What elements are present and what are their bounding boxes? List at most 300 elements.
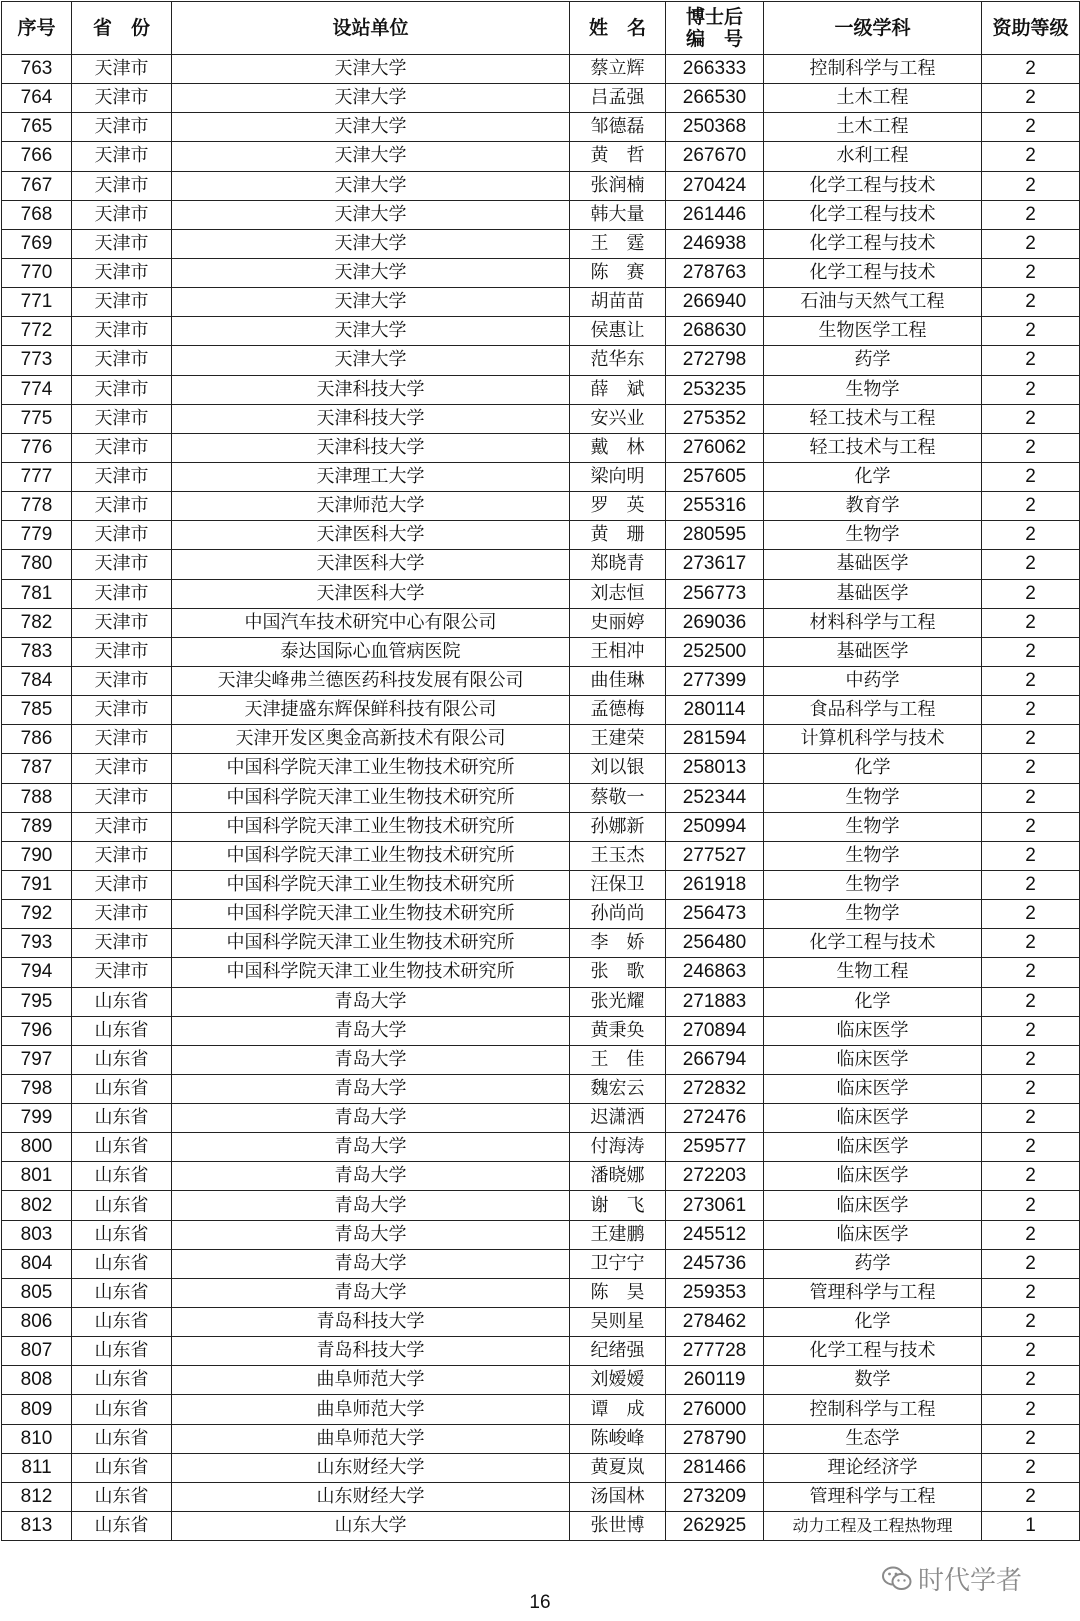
cell-seq: 766: [2, 142, 72, 171]
cell-discipline: 临床医学: [764, 1162, 982, 1191]
cell-grade: 2: [982, 725, 1080, 754]
cell-grade: 2: [982, 754, 1080, 783]
cell-name: 魏宏云: [570, 1074, 666, 1103]
cell-id: 253235: [666, 375, 764, 404]
cell-grade: 2: [982, 171, 1080, 200]
cell-seq: 763: [2, 55, 72, 84]
cell-seq: 779: [2, 521, 72, 550]
cell-seq: 810: [2, 1424, 72, 1453]
cell-discipline: 数学: [764, 1366, 982, 1395]
cell-seq: 803: [2, 1220, 72, 1249]
cell-unit: 曲阜师范大学: [172, 1424, 570, 1453]
cell-name: 吴则星: [570, 1308, 666, 1337]
cell-province: 山东省: [72, 1162, 172, 1191]
watermark-text: 时代学者: [918, 1566, 1023, 1596]
cell-id: 262925: [666, 1512, 764, 1541]
cell-name: 孙尚尚: [570, 900, 666, 929]
cell-name: 王建荣: [570, 725, 666, 754]
cell-id: 278462: [666, 1308, 764, 1337]
cell-province: 山东省: [72, 1308, 172, 1337]
cell-name: 郑晓青: [570, 550, 666, 579]
cell-name: 胡苗苗: [570, 288, 666, 317]
cell-unit: 天津大学: [172, 346, 570, 375]
cell-id: 280114: [666, 696, 764, 725]
cell-id: 277399: [666, 666, 764, 695]
cell-province: 天津市: [72, 492, 172, 521]
cell-grade: 2: [982, 55, 1080, 84]
cell-unit: 天津理工大学: [172, 462, 570, 491]
header-row: [2, 2, 1080, 55]
table-row: [2, 1337, 1080, 1366]
cell-discipline: 生物学: [764, 870, 982, 899]
cell-name: 刘以银: [570, 754, 666, 783]
cell-discipline: 化学: [764, 462, 982, 491]
cell-province: 山东省: [72, 987, 172, 1016]
cell-name: 吕孟强: [570, 84, 666, 113]
table-row: [2, 521, 1080, 550]
cell-seq: 767: [2, 171, 72, 200]
table-row: [2, 1104, 1080, 1133]
cell-discipline: 药学: [764, 1249, 982, 1278]
cell-discipline: 基础医学: [764, 579, 982, 608]
cell-grade: 2: [982, 666, 1080, 695]
cell-seq: 769: [2, 229, 72, 258]
cell-unit: 中国科学院天津工业生物技术研究所: [172, 958, 570, 987]
cell-discipline: 生物学: [764, 841, 982, 870]
cell-id: 255316: [666, 492, 764, 521]
cell-name: 黄 珊: [570, 521, 666, 550]
cell-unit: 天津大学: [172, 317, 570, 346]
cell-name: 迟潇洒: [570, 1104, 666, 1133]
cell-province: 山东省: [72, 1249, 172, 1278]
cell-name: 谭 成: [570, 1395, 666, 1424]
cell-province: 天津市: [72, 725, 172, 754]
table-row: [2, 55, 1080, 84]
cell-province: 天津市: [72, 404, 172, 433]
cell-seq: 801: [2, 1162, 72, 1191]
table-row: [2, 288, 1080, 317]
cell-province: 天津市: [72, 929, 172, 958]
cell-province: 山东省: [72, 1074, 172, 1103]
table-row: [2, 404, 1080, 433]
cell-province: 天津市: [72, 84, 172, 113]
cell-unit: 山东财经大学: [172, 1482, 570, 1511]
cell-unit: 山东大学: [172, 1512, 570, 1541]
cell-name: 邹德磊: [570, 113, 666, 142]
cell-grade: 2: [982, 1074, 1080, 1103]
page-number: 16: [529, 1592, 551, 1613]
cell-unit: 天津科技大学: [172, 433, 570, 462]
cell-discipline: 化学工程与技术: [764, 200, 982, 229]
cell-grade: 2: [982, 608, 1080, 637]
header-unit: 设站单位: [172, 2, 570, 55]
cell-grade: 2: [982, 1482, 1080, 1511]
cell-name: 谢 飞: [570, 1191, 666, 1220]
table-row: [2, 1278, 1080, 1307]
cell-discipline: 生态学: [764, 1424, 982, 1453]
cell-province: 山东省: [72, 1191, 172, 1220]
cell-id: 266333: [666, 55, 764, 84]
cell-id: 276062: [666, 433, 764, 462]
cell-province: 天津市: [72, 171, 172, 200]
cell-grade: 2: [982, 1016, 1080, 1045]
cell-province: 天津市: [72, 637, 172, 666]
cell-unit: 青岛大学: [172, 1191, 570, 1220]
cell-unit: 天津医科大学: [172, 521, 570, 550]
cell-name: 陈 赛: [570, 258, 666, 287]
cell-name: 黄秉奂: [570, 1016, 666, 1045]
cell-seq: 784: [2, 666, 72, 695]
table-row: [2, 929, 1080, 958]
cell-discipline: 水利工程: [764, 142, 982, 171]
cell-discipline: 基础医学: [764, 637, 982, 666]
cell-discipline: 管理科学与工程: [764, 1278, 982, 1307]
cell-seq: 780: [2, 550, 72, 579]
cell-grade: 2: [982, 142, 1080, 171]
cell-unit: 青岛大学: [172, 1133, 570, 1162]
cell-province: 天津市: [72, 870, 172, 899]
cell-province: 山东省: [72, 1133, 172, 1162]
cell-name: 安兴业: [570, 404, 666, 433]
cell-discipline: 临床医学: [764, 1104, 982, 1133]
cell-discipline: 生物学: [764, 783, 982, 812]
cell-id: 278763: [666, 258, 764, 287]
cell-name: 张世博: [570, 1512, 666, 1541]
cell-unit: 中国科学院天津工业生物技术研究所: [172, 929, 570, 958]
cell-grade: 2: [982, 84, 1080, 113]
cell-unit: 中国科学院天津工业生物技术研究所: [172, 900, 570, 929]
cell-name: 范华东: [570, 346, 666, 375]
cell-unit: 青岛大学: [172, 1162, 570, 1191]
cell-name: 张光耀: [570, 987, 666, 1016]
cell-id: 250368: [666, 113, 764, 142]
table-row: [2, 1366, 1080, 1395]
cell-province: 山东省: [72, 1045, 172, 1074]
cell-province: 天津市: [72, 754, 172, 783]
cell-seq: 812: [2, 1482, 72, 1511]
cell-id: 266794: [666, 1045, 764, 1074]
cell-seq: 808: [2, 1366, 72, 1395]
cell-name: 黄夏岚: [570, 1453, 666, 1482]
wechat-icon: [882, 1566, 912, 1592]
cell-name: 韩大量: [570, 200, 666, 229]
cell-name: 王建鹏: [570, 1220, 666, 1249]
cell-grade: 2: [982, 1278, 1080, 1307]
cell-name: 梁向明: [570, 462, 666, 491]
cell-seq: 797: [2, 1045, 72, 1074]
cell-id: 281594: [666, 725, 764, 754]
cell-unit: 中国科学院天津工业生物技术研究所: [172, 812, 570, 841]
cell-grade: 2: [982, 841, 1080, 870]
cell-name: 戴 林: [570, 433, 666, 462]
cell-seq: 792: [2, 900, 72, 929]
cell-grade: 2: [982, 200, 1080, 229]
cell-unit: 青岛大学: [172, 1278, 570, 1307]
cell-province: 天津市: [72, 783, 172, 812]
cell-discipline: 石油与天然气工程: [764, 288, 982, 317]
cell-unit: 天津医科大学: [172, 550, 570, 579]
cell-discipline: 生物学: [764, 521, 982, 550]
table-row: [2, 1395, 1080, 1424]
cell-discipline: 轻工技术与工程: [764, 404, 982, 433]
cell-discipline: 基础医学: [764, 550, 982, 579]
cell-unit: 天津大学: [172, 55, 570, 84]
cell-grade: 2: [982, 229, 1080, 258]
table-row: [2, 754, 1080, 783]
cell-unit: 青岛大学: [172, 987, 570, 1016]
cell-id: 246938: [666, 229, 764, 258]
cell-name: 孟德梅: [570, 696, 666, 725]
cell-grade: 2: [982, 696, 1080, 725]
cell-unit: 天津大学: [172, 171, 570, 200]
table-row: [2, 1162, 1080, 1191]
table-row: [2, 84, 1080, 113]
cell-discipline: 生物医学工程: [764, 317, 982, 346]
cell-name: 潘晓娜: [570, 1162, 666, 1191]
cell-id: 268630: [666, 317, 764, 346]
cell-province: 天津市: [72, 550, 172, 579]
cell-seq: 768: [2, 200, 72, 229]
cell-name: 汤国林: [570, 1482, 666, 1511]
cell-name: 卫宁宁: [570, 1249, 666, 1278]
cell-seq: 786: [2, 725, 72, 754]
cell-unit: 天津开发区奥金高新技术有限公司: [172, 725, 570, 754]
cell-seq: 802: [2, 1191, 72, 1220]
cell-seq: 794: [2, 958, 72, 987]
cell-id: 270894: [666, 1016, 764, 1045]
cell-name: 付海涛: [570, 1133, 666, 1162]
cell-seq: 778: [2, 492, 72, 521]
cell-seq: 793: [2, 929, 72, 958]
cell-unit: 天津大学: [172, 84, 570, 113]
cell-seq: 811: [2, 1453, 72, 1482]
cell-id: 256480: [666, 929, 764, 958]
cell-unit: 天津师范大学: [172, 492, 570, 521]
cell-id: 245512: [666, 1220, 764, 1249]
cell-seq: 807: [2, 1337, 72, 1366]
cell-name: 刘志恒: [570, 579, 666, 608]
cell-id: 245736: [666, 1249, 764, 1278]
cell-unit: 天津大学: [172, 288, 570, 317]
cell-id: 266940: [666, 288, 764, 317]
cell-seq: 806: [2, 1308, 72, 1337]
cell-seq: 790: [2, 841, 72, 870]
cell-discipline: 教育学: [764, 492, 982, 521]
cell-province: 天津市: [72, 258, 172, 287]
table-row: [2, 462, 1080, 491]
cell-discipline: 计算机科学与技术: [764, 725, 982, 754]
cell-province: 天津市: [72, 958, 172, 987]
cell-id: 280595: [666, 521, 764, 550]
cell-id: 273617: [666, 550, 764, 579]
cell-discipline: 控制科学与工程: [764, 1395, 982, 1424]
cell-seq: 787: [2, 754, 72, 783]
cell-province: 山东省: [72, 1337, 172, 1366]
cell-grade: 2: [982, 550, 1080, 579]
cell-name: 陈峻峰: [570, 1424, 666, 1453]
cell-grade: 2: [982, 958, 1080, 987]
cell-grade: 2: [982, 521, 1080, 550]
cell-province: 山东省: [72, 1512, 172, 1541]
table-row: [2, 666, 1080, 695]
cell-unit: 青岛大学: [172, 1220, 570, 1249]
cell-discipline: 轻工技术与工程: [764, 433, 982, 462]
cell-id: 267670: [666, 142, 764, 171]
cell-id: 250994: [666, 812, 764, 841]
cell-discipline: 化学: [764, 1308, 982, 1337]
cell-seq: 764: [2, 84, 72, 113]
cell-unit: 天津尖峰弗兰德医药科技发展有限公司: [172, 666, 570, 695]
cell-unit: 天津大学: [172, 258, 570, 287]
cell-grade: 2: [982, 1424, 1080, 1453]
cell-id: 271883: [666, 987, 764, 1016]
cell-province: 天津市: [72, 113, 172, 142]
cell-grade: 2: [982, 987, 1080, 1016]
cell-seq: 809: [2, 1395, 72, 1424]
cell-unit: 天津大学: [172, 142, 570, 171]
cell-province: 山东省: [72, 1016, 172, 1045]
cell-grade: 2: [982, 462, 1080, 491]
cell-province: 天津市: [72, 841, 172, 870]
cell-seq: 798: [2, 1074, 72, 1103]
cell-grade: 2: [982, 1104, 1080, 1133]
table-row: [2, 1074, 1080, 1103]
cell-unit: 青岛大学: [172, 1249, 570, 1278]
cell-grade: 2: [982, 113, 1080, 142]
cell-unit: 曲阜师范大学: [172, 1366, 570, 1395]
cell-id: 269036: [666, 608, 764, 637]
cell-province: 山东省: [72, 1482, 172, 1511]
cell-seq: 765: [2, 113, 72, 142]
table-row: [2, 958, 1080, 987]
cell-unit: 天津捷盛东辉保鲜科技有限公司: [172, 696, 570, 725]
cell-id: 278790: [666, 1424, 764, 1453]
cell-province: 山东省: [72, 1424, 172, 1453]
cell-seq: 795: [2, 987, 72, 1016]
cell-unit: 青岛大学: [172, 1016, 570, 1045]
cell-grade: 2: [982, 1162, 1080, 1191]
cell-discipline: 化学工程与技术: [764, 171, 982, 200]
cell-discipline: 化学工程与技术: [764, 229, 982, 258]
cell-id: 259577: [666, 1133, 764, 1162]
cell-unit: 中国科学院天津工业生物技术研究所: [172, 870, 570, 899]
cell-unit: 青岛科技大学: [172, 1337, 570, 1366]
table-row: [2, 1424, 1080, 1453]
cell-unit: 天津医科大学: [172, 579, 570, 608]
cell-seq: 799: [2, 1104, 72, 1133]
cell-id: 270424: [666, 171, 764, 200]
cell-grade: 2: [982, 1133, 1080, 1162]
cell-name: 王相冲: [570, 637, 666, 666]
cell-grade: 2: [982, 870, 1080, 899]
cell-seq: 781: [2, 579, 72, 608]
cell-discipline: 临床医学: [764, 1191, 982, 1220]
cell-grade: 2: [982, 783, 1080, 812]
cell-discipline: 理论经济学: [764, 1453, 982, 1482]
cell-province: 天津市: [72, 375, 172, 404]
cell-seq: 800: [2, 1133, 72, 1162]
cell-name: 纪绪强: [570, 1337, 666, 1366]
cell-province: 天津市: [72, 462, 172, 491]
cell-id: 252344: [666, 783, 764, 812]
cell-discipline: 临床医学: [764, 1074, 982, 1103]
cell-unit: 青岛大学: [172, 1074, 570, 1103]
table-row: [2, 870, 1080, 899]
cell-discipline: 生物学: [764, 812, 982, 841]
cell-id: 272476: [666, 1104, 764, 1133]
table-row: [2, 200, 1080, 229]
cell-id: 272798: [666, 346, 764, 375]
cell-grade: 2: [982, 900, 1080, 929]
cell-province: 天津市: [72, 812, 172, 841]
cell-grade: 2: [982, 1395, 1080, 1424]
cell-grade: 2: [982, 258, 1080, 287]
table-row: [2, 113, 1080, 142]
cell-grade: 2: [982, 1337, 1080, 1366]
table-row: [2, 1133, 1080, 1162]
cell-province: 山东省: [72, 1453, 172, 1482]
cell-name: 薛 斌: [570, 375, 666, 404]
cell-seq: 771: [2, 288, 72, 317]
cell-province: 天津市: [72, 142, 172, 171]
cell-id: 259353: [666, 1278, 764, 1307]
header-discipline: 一级学科: [764, 2, 982, 55]
table-row: [2, 492, 1080, 521]
cell-grade: 2: [982, 375, 1080, 404]
watermark: [882, 1560, 1022, 1597]
cell-discipline: 中药学: [764, 666, 982, 695]
cell-grade: 2: [982, 1191, 1080, 1220]
cell-name: 陈 昊: [570, 1278, 666, 1307]
cell-grade: 2: [982, 346, 1080, 375]
cell-unit: 青岛大学: [172, 1045, 570, 1074]
cell-discipline: 化学工程与技术: [764, 1337, 982, 1366]
cell-discipline: 动力工程及工程热物理: [764, 1512, 982, 1541]
table-row: [2, 783, 1080, 812]
cell-id: 258013: [666, 754, 764, 783]
cell-id: 273061: [666, 1191, 764, 1220]
cell-grade: 2: [982, 1453, 1080, 1482]
cell-id: 275352: [666, 404, 764, 433]
table-row: [2, 142, 1080, 171]
cell-seq: 804: [2, 1249, 72, 1278]
cell-discipline: 生物工程: [764, 958, 982, 987]
cell-grade: 1: [982, 1512, 1080, 1541]
cell-province: 天津市: [72, 346, 172, 375]
table-row: [2, 637, 1080, 666]
cell-unit: 中国科学院天津工业生物技术研究所: [172, 783, 570, 812]
cell-seq: 776: [2, 433, 72, 462]
cell-province: 山东省: [72, 1278, 172, 1307]
table-row: [2, 550, 1080, 579]
cell-unit: 青岛科技大学: [172, 1308, 570, 1337]
cell-discipline: 材料科学与工程: [764, 608, 982, 637]
cell-name: 史丽婷: [570, 608, 666, 637]
cell-unit: 中国科学院天津工业生物技术研究所: [172, 754, 570, 783]
cell-id: 276000: [666, 1395, 764, 1424]
cell-unit: 山东财经大学: [172, 1453, 570, 1482]
cell-seq: 772: [2, 317, 72, 346]
table-row: [2, 1191, 1080, 1220]
cell-province: 天津市: [72, 55, 172, 84]
cell-seq: 813: [2, 1512, 72, 1541]
table-row: [2, 579, 1080, 608]
cell-id: 273209: [666, 1482, 764, 1511]
cell-id: 260119: [666, 1366, 764, 1395]
cell-grade: 2: [982, 1045, 1080, 1074]
cell-province: 山东省: [72, 1220, 172, 1249]
cell-unit: 天津大学: [172, 113, 570, 142]
